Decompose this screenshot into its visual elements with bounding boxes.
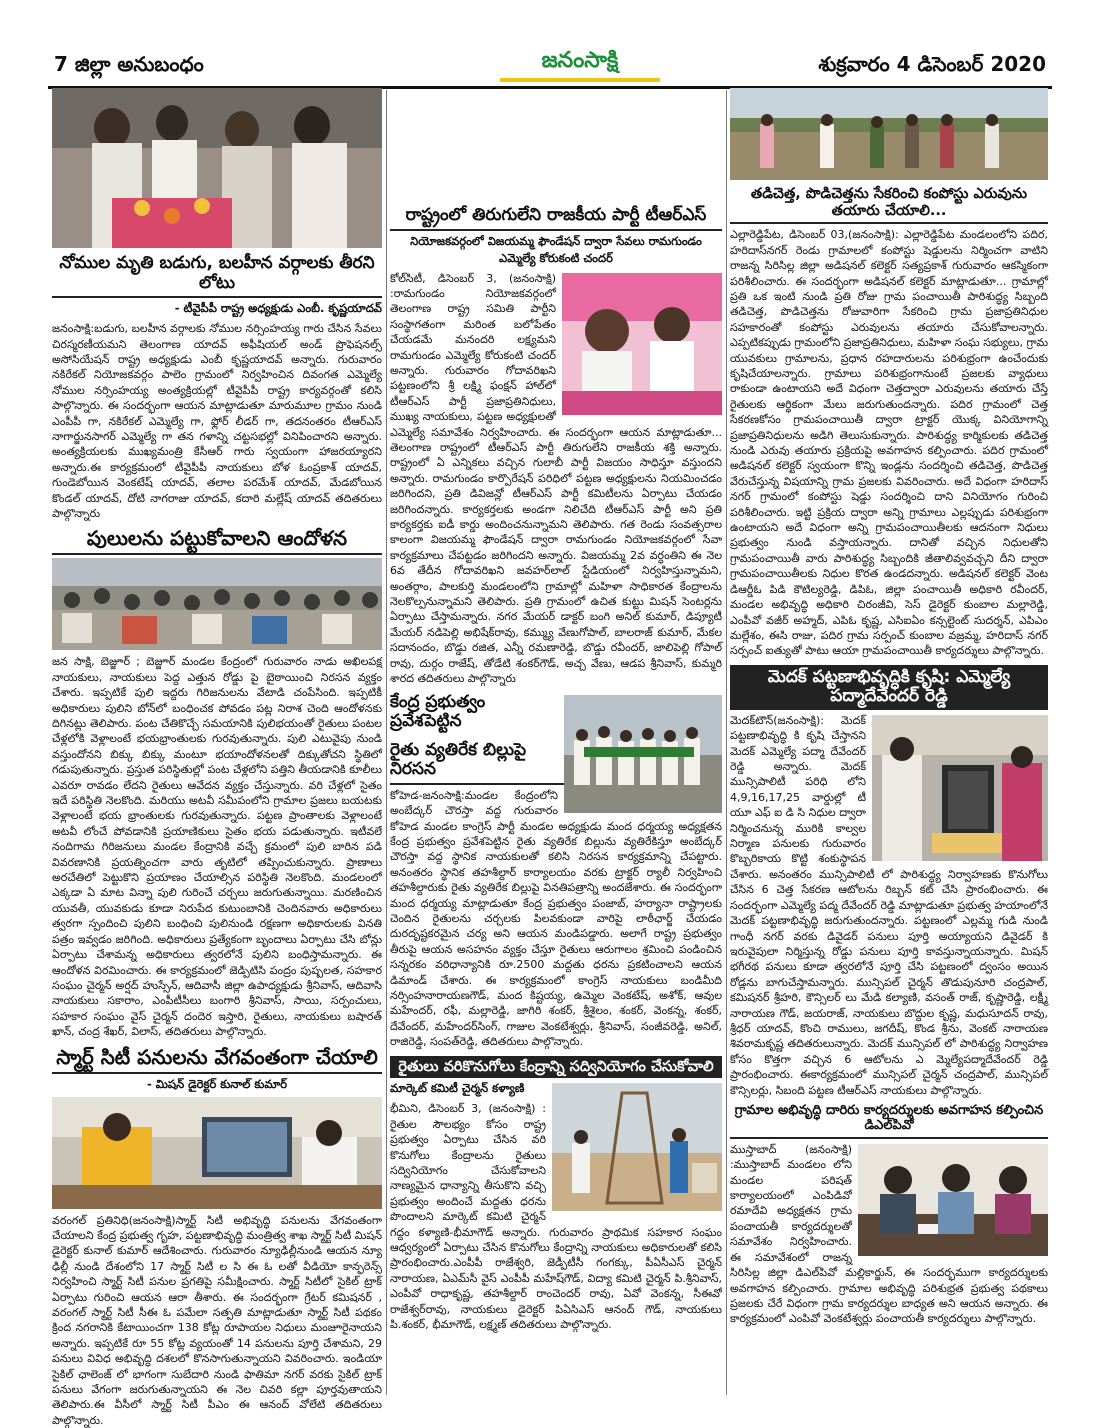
headline-raithu: రైతులు వరికొనుగోలు కేంద్రాన్ని సద్వినియోగం చేసుకోవాలి <box>390 1056 722 1079</box>
column-middle <box>390 88 722 1398</box>
article-body-compost: ఎల్లారెడ్డిపేట, డిసెంబర్ 03,(జనంసాక్షి): ఎల్లారెడ్డిపేట మండలంలోని పదిర, హరిదాస్‌నగర్ రెండు గ్రామాలలో కంపోస్టు షెడ్డులను నిర్మించగా వాటిని రాజన్న సిరిసిల్ల జిల్లా అడిషనల్ కలెక్టర్ సత్యప్రకాశ్ గురువారం ఆకస్మికంగా పరిశీలించారు. ఈ సందర్భంగా అడిషనల్ కలెక్టర్ మాట్లాడుతూ... గ్రామాల్లో ప్రతి ఒక ఇంటి నుండి ప్రతి రోజు గ్రామ పంచాయితీ పారిశుద్ధ్య సిబ్బంది తడిచెత్త, పొడిచెత్తను రోజువారిగా సేకరించి గ్రామ ప్రజాప్రతినిధుల సహకారంతో కంపోస్టు ఎరువులను తయారు చేసుకోవాలన్నారు. ఎప్పటికప్పుడు గ్రామంలోని ప్రజాప్రతినిధులు, మహిళా సంఘ సభ్యులు, గ్రామ యువకులు గ్రామాలను, ప్రధాన రహదారులను పరిశుభ్రంగా ఉంచేందుకు కృషిచేయాలన్నారు. గ్రామాలు పరిశుభ్రంగానుంటే ప్రజలకు వ్యాధులు రాకుండా ఉంటాయని అదే విధంగా చెత్తద్వారా ఎరువులను తయారు చేస్తే రైతులకు ఆర్థికంగా మేలు జరుగుతుందన్నారు. పదిర గ్రామంలో చెత్త సేకరణకోసం గ్రామపంచాయితీ ద్వారా ట్రాక్టర్ యొక్క వినియోగాన్ని ప్రజాప్రతినిధులను అడిగి తెలుసుకున్నారు. పారిశుద్ధ్య కార్మికులకు తడిచెత్త నుండి ఎరువు తయారు ప్రక్రియపై అవగాహన కల్పించారు. పదిర గ్రామంలో అడిషనల్ కలెక్టర్ స్వయంగా కొన్ని ఇండ్లను సందర్శించి తడిచెత్త, పొడిచెత్త వేరుచేస్తున్న విషయాన్ని గ్రామ ప్రజలకు వివరించారు. అదే విధంగా హరిదాస్ నగర్ గ్రామంలో కంపోస్టు షెడ్డు సందర్శించి దాని వినియోగం గురించి పరిశీలించారు. ఇట్టి ప్రక్రియ ద్వారా అన్ని గ్రామాలు ఎల్లప్పుడు పరిశుభ్రంగా ఉంటాయని అదే విధంగా అన్ని గ్రామపంచాయితీలకు ఆదనంగా నిధులు ప్రభుత్వం నుండి వస్తాయన్నారు. దానితో వచ్చిన నిధులతోని గ్రామపంచాయితీ వారు పారిశుద్ధ్య సిబ్బందికి జీతాలివ్వవచ్చని దీని ద్వారా గ్రామపంచాయితీలకు నిధుల కొరత ఉండదన్నారు. అడిషనల్ కలెక్టర్ వెంట డిఆర్డీఓ పిడి కౌటిల్యరెడ్డి, డిపిఓ, జిల్లా పంచాయితీ అధికారి రవీందర్, మండల అభివృద్ధి అధికారి చిరంజీవి, సెస్ డైరెక్టర్ కుంబాల మల్లారెడ్డి, ఎంపీవో వజీర్ అహ్మద్, ఎపిఓ కృష్ణ, ఎసిఐఏం కన్సల్టెంట్ సుదర్శన్, ఎపిఎం మల్లేశం, ఈసి రాజు, పదిర గ్రామ సర్పంచ్ కుంబాల వజ్రమ్మ, హరిదాస్ నగర్ సర్పంచ్ ఐత్యుతో పాటు ఆయా గ్రామపంచాయితీ కార్యదర్శులు పాల్గొన్నారు. <box>730 228 1048 658</box>
headline-medak: మెదక్ పట్టణాభివృద్ధికి కృషి: ఎమ్మెల్యే పద్మాదేవేందర్ రెడ్డి <box>730 665 1048 710</box>
page-date: శుక్రవారం 4 డిసెంబర్ 2020 <box>818 52 1046 76</box>
article-farmbills <box>390 693 722 1050</box>
headline-nomula: నోముల మృతి బడుగు, బలహీన వర్గాలకు తీరని లోటు <box>52 254 382 298</box>
article-body-grama: ముస్తాబాద్ (జనంసాక్షి) :ముస్తాబాద్ మండలం లోని మండల పరిషత్ కార్యాలయంలో ఎంపిడివో రమాదేవి అధ్యక్షతన గ్రామ పంచాయతీ కార్యదర్శులతో సమావేశం నిర్వహించారు. ఈ సమావేశంలో రాజన్న సిరిసిల్ల జిల్లా డిఎల్‌పివో మల్లికార్జున్, ఈ సందర్భముగా కార్యదర్శులకు అవగాహన కల్పించారు. గ్రామాల అభివృద్ధి పరిశుభ్రత ప్రభుత్వ పథకాలు ప్రజలకు చేరే విధంగా గ్రామ కార్యదర్శుల బాధ్యత అని ఆయన అన్నారు. ఈ కార్యక్రమంలో ఎంపివో వెంకటేశ్వర్లు పంచాయతీ కార్యదర్శులు పాల్గొన్నారు. <box>730 1142 1048 1326</box>
page-label: 7 జిల్లా అనుబంధం <box>54 52 204 76</box>
headline-tigers: పులులను పట్టుకోవాలని ఆందోళన <box>52 527 382 555</box>
headline-trs: రాష్ట్రంలో తిరుగులేని రాజకీయ పార్టీ టీఆర్ఎస్ <box>390 206 722 231</box>
article-grama <box>730 1142 1048 1327</box>
article-trs <box>390 271 722 687</box>
headline-farmbills-line1: కేంద్ర ప్రభుత్వం ప్రవేశపెట్టిన <box>390 691 486 732</box>
protest-photo <box>52 558 382 650</box>
compost-site-photo <box>730 88 1048 180</box>
trs-meeting-photo <box>562 273 722 415</box>
subheadline-raithu: మార్కెట్ కమిటీ చైర్మన్ కళ్యాణి <box>390 1081 525 1096</box>
paddy-center-photo <box>552 1083 722 1211</box>
article-body-medak: మెదక్‌టౌన్(జనంసాక్షి): మెదక్ పట్టణాభివృద్ధి కి కృషి చేస్తానని మెదక్ ఎమ్మెల్యే పద్మా దేవేందర్ రెడ్డి అన్నారు. మెదక్ మున్సిపాలిటీ పరిధి లోని 4,9,16,17,25 వార్డుల్లో టీ యూ ఎఫ్ ఐ డి సి నిధుల ద్వారా నిర్మించనున్న మురికి కాల్వల నిర్మాణ పనులకు గురువారం కొబ్బరికాయ కొట్టి శంకుస్థాపన చేశారు. అనంతరం మున్సిపాలిటీ లో పారిశుద్ధ్య నిర్వాహణకు కొనుగోలు చేసిన 6 చెత్త సేకరణ ఆటోలను రిబ్బన్ కట్ చేసి ప్రారంభించారు. ఈ సందర్భంగా ఎమ్మెల్యే పద్మ దేవేందర్ రెడ్డి మాట్లాడుతూ ప్రభుత్వ హయాంలోనే మెదక్ పట్టణాభివృద్ధి జరుగుతుందన్నారు. పట్టణంలో ఎల్లమ్మ గుడి నుండి గాంధీ నగర్ వరకు డివైడర్ పనులు పూర్తి అయ్యాయని డివైడర్ కి ఇరువైపులా నిర్మిస్తున్న రోడ్డు పనులు పూర్తి కావస్తున్నాయన్నారు. మిషన్ భగీరథ పనులు కూడా త్వరలోనే పూర్తి చేసి పట్టణంలో ద్వంసం అయిన రోడ్లను బాగుచేస్తామన్నారు. మున్సిపల్ చైర్మన్ తొడుపునూరి చంద్రపాల్, కమిషనర్ శ్రీహరి, కౌన్సిలర్ లు మేడి కల్యాణి, వసంత్ రాజ్, కృష్ణారెడ్డి, లక్ష్మీ నారాయణ గౌడ్, జయరాజ్, నాయకులు బొద్దుల కృష్ణ, మధుసూదన్ రావు, శ్రీధర్ యాదవ్, కొంచి రాములు, జగదీష్, కొండ శ్రీను, వెంకట్ నారాయణ శివరామకృష్ణ తదితరులున్నారు. మెదక్ మున్సిపల్ లో పారిశుద్ధ్య నిర్వాహణ కోసం కొత్తగా వచ్చిన 6 ఆటోలను ఎ మ్మెల్యేపద్మాదేవేందర్ రెడ్డి ప్రారంభించారు. ఈకార్యక్రమంలో మున్సిపల్ చైర్మన్ చంద్రపాల్, మున్సిపల్ కౌన్సిలర్లు, సిబంది పట్టణ టీఆర్ఎస్ నాయకులు పాల్గొన్నారు. <box>730 713 1048 1097</box>
column-left <box>52 88 382 1427</box>
subheadline-trs: నియోజకవర్గంలో విజయమ్మ ఫౌండేషన్ ద్వారా సేవలు రామగుండం ఎమ్మెల్యే కోరుకంటి చందర్ <box>410 233 702 265</box>
article-body-smartcity: వరంగల్ ప్రతినిధి(జనంసాక్షి)స్మార్ట్ సిటీ అభివృద్ధి పనులను వేగవంతంగా చేయాలని కేంద్ర ప్రభుత్వ గృహ, పట్టణాభివృద్ధి మంత్రిత్వ శాఖ స్మార్ట్ సిటీ మిషన్ డైరెక్టర్ కునాల్ కుమార్ ఆదేశించారు. గురువారం న్యూఢిల్లీనుండి ఆయన న్యూ ఢిల్లీ నుండి దేశంలోని 17 స్మార్ట్ సిటీ ల సి ఈ ఓ లతో వీడియో కాన్ఫరెన్స్ నిర్వహించి స్మార్ట్ సిటీ పనుల ప్రగతిపై సమీక్షించారు. స్మార్ట్ సిటీలో సైకిల్ ట్రాక్ ఏర్పాటు గురించి ఆయన ఆరా తీశారు. ఈ సందర్భంగా గ్రేటర్ కమిషనర్ , వరంగల్ స్మార్ట్ సిటీ సీఈ ఓ పమేలా సత్పతి మాట్లాడుతూ స్మార్ట్ సిటీ పథకం క్రింద నగరానికి కేటాయించగా 138 కోట్ల రూపాయల నిధులు మంజూరైనాయని అన్నారు. ఇప్పటికే రూ 55 కోట్ల వ్యయంతో 14 పనులను పూర్తి చేశామని, 29 పనులు వివిధ అభివృద్ధి దశలలో కొనసాగుతున్నాయని వివరించారు. ఇండియా సైకిల్ ఛాలెంజ్ లో భాగంగా సుబేదారి నుండి ఫాతిమా నగర్ వరకు సైకిల్ ట్రాక్ పనులు వేగంగా జరుగుతున్నాయని ఈ నెల చివరి కల్లా పూర్తవుతాయని తెలిపారు.ఈ వీసీలో స్మార్ట్ సిటీ పీఎం ఈ ఆనంద్ వోలేటి తదితరులు పాల్గొన్నారు. <box>52 1213 382 1427</box>
column-divider <box>386 90 387 1395</box>
column-right <box>730 88 1048 1398</box>
funeral-photo <box>52 88 382 248</box>
article-body-tigers: జన సాక్షి, బెజ్జూర్ ; బెజ్జూర్ మండల కేంద్రంలో గురువారం నాడు అఖిలపక్ష నాయకులు, నాయకులు పెద్ద ఎత్తున రోడ్డు పై బైఠాయించి నిరసన వ్యక్తం చేశారు. ఇప్పటికే పులి ఇద్దరు గిరిజనులను వేటాడి చంపేసింది. ఇప్పటికీ అధికారులు పులిని బోన్‌లో బంధించక పోవడం పట్ల నిరాశ చెంది ఆందోళనకు దిగినట్లు తెలిపారు. పంట చేతికొచ్చే సమయానికి పులిభయంతో రైతులు పంటల చేళ్లలోకి వెళ్లాలంటే భయభ్రాంతులకు గురవుతున్నారు. పులి ఎటువైపు నుండి వస్తుందోనని బిక్కు బిక్కు మంటూ భయాందోళనలతో దిక్కుతోచని స్థితిలో గడుపుతున్నారు. ప్రస్తుత పరిస్థితుల్లో పంట చేళ్లలోని పత్తిని తీయడానికి కూలీలు ఎవరూ రావడం లేదని రైతులు ఆవేదన వ్యక్తం చేస్తున్నారు. వరి చేళ్లలో సైతం ఇదే పరిస్థితి నెలకొంది. మరియు అటవీ సమీపంలోని గ్రామాల ప్రజలు బయటకు వెళ్లాలంటే భయ భ్రాంతులకు గురవుతున్నారు. పట్టణ ప్రాంతాలకు వెళ్లాలంటే అటవీ లోంచే పోవడానికి ప్రయాణికులు సైతం భయ పడుతున్నారు. ఇటీవలే నందిగామ గిరిజనులు మండల కేంద్రానికి వచ్చే క్రమంలో పులి బారిన పడి వివరణానికి ప్రయత్నించగా వారు తృటిలో తప్పించుకున్నారు. ప్రాణాలు అరచేతిలో పెట్టుకొని ప్రయాణం చేయాల్సిన పరిస్థితి నెలకొంది. మండలంలో ఎక్కడా ఏ మాట విన్నా పులి గురించే చర్చలు జరుగుతున్నాయి. మరణించిన యువతీ, యువకుడు కూడా నిరుపేద కుటుంబానికి చెందినవారు అధికారులు త్వరగా స్పందించి పులిని బంధించి పులినుండి రక్షణగా అధికారులకు వినతి పత్రం ఇవ్వడం జరిగింది. అధికారులు ప్రత్యేకంగా బృందాలు ఏర్పాటు చేసి బోన్లు ఏర్పాటు చేశామన్న అధికారులు త్వరలోనే పులిని బంధిస్తామన్నారు. ఈ ఆందోళన విరమించారు. ఈ కార్యక్రమంలో జెడ్పిటిసి పంద్రం పుష్పలత, సహకార సంఘం చైర్మన్ అర్షద్ హుస్సేన్, ఆదివాసీ జిల్లా ఉపాధ్యక్షుడు శ్రీనివాస్, ఆదివాసి నాయకులు సకారాం, ఎంపీటీసీలు బంగారి శ్రీనివాస్, సాయి, సర్పంచులు, సహకార సంఘం వైస్ చైర్మన్ దందెర ఇస్తారి, రైతులు, నాయకులు బషారత్ ఖాన్, చంద్ర శేఖర్, విలాస్, తదితరులు పాల్గొన్నారు. <box>52 655 382 1039</box>
logo-text: జనంసాక్షి <box>541 48 619 73</box>
panchayat-meeting-photo <box>858 1144 1048 1256</box>
masthead <box>48 46 1052 89</box>
headline-grama: గ్రామాల అభివృద్ధి దారిరు కార్యదర్శులకు అవగాహన కల్పించిన డిఎల్‌పివో <box>730 1104 1048 1139</box>
article-medak <box>730 713 1048 1098</box>
article-body-nomula: జనంసాక్షి:బడుగు, బలహీన వర్గాలకు నోముల నర్సింహయ్య గారు చేసిన సేవలు చిరస్మరణీయమని తెలంగాణ యాదవ్ అఫీషియల్ అండ్ ప్రొఫెషనల్స్ అసోసియేషన్ రాష్ట్ర అధ్యక్షుడు ఎంబీ కృష్ణయాదవ్ అన్నారు. గురువారం నకిరేకల్ నియోజకవర్గం పాలెం గ్రామంలో నిర్వహించిన దివంగత ఎమ్మెల్యే నోముల నర్సింహయ్య అంత్యక్రియల్లో టీవైపీపీ రాష్ట్ర కార్యవర్గంతో కలిసి పాల్గొన్నారు. ఈ సందర్భంగా ఆయన మాట్లాడుతూ మారుమూల గ్రామం నుండి ఎంపీపీ గా, నకిరేకల్ ఎమ్మెల్యే గా, ఫ్లోర్ లీడర్ గా, తదనంతరం టీఆర్ఎస్ నాగార్జునసాగర్ ఎమ్మెల్యే గా తన గళాన్ని చట్టసభల్లో వినిపించారని అన్నారు. అంత్యక్రియలకు ముఖ్యమంత్రి కేసీఆర్ గారు స్వయంగా హాజరయ్యారని అన్నారు.ఈ కార్యక్రమంలో టీవైపీపీ నాయకులు బోళ ఓంప్రకాశ్ యాదవ్, గుండెబోయిన వెంకటేష్ యాదవ్, తలాల పరమేశ్ యాదవ్, మేడబోయిన కొండల్ యాదవ్, దోటి నాగరాజు యాదవ్, కదారి మల్లేష్ యాదవ్ తదితరులు పాల్గొన్నారు <box>52 322 382 520</box>
article-body-trs: కోల్‌సిటీ, డిసెంబర్ 3, (జనంసాక్షి) :రామగుండం నియోజకవర్గంలో తెలంగాణ రాష్ట్ర సమితి పార్టీని సంస్థాగతంగా మరింత బలోపేతం చేయడమే మనందరి లక్ష్యమని రామగుండం ఎమ్మెల్యే కోరుకంటి చందర్ అన్నారు. గురువారం గోదావరిఖని పట్టణంలోని శ్రీ లక్ష్మి ఫంక్షన్ హాల్‌లో టీఆర్ఎస్ పార్టీ ప్రజాప్రతినిధులు, ముఖ్య నాయకులు, పట్టణ అధ్యక్షులతో ఎమ్మెల్యే సమావేశం నిర్వహించారు. ఈ సందర్భంగా ఆయన మాట్లాడుతూ... తెలంగాణ రాష్ట్రంలో టీఆర్ఎస్ పార్టీ తిరుగులేని రాజకీయ శక్తి అన్నారు. రాష్ట్రంలో ఏ ఎన్నికలు వచ్చిన గులాబీ పార్టీ విజయం సాధిస్తూ వస్తుందని అన్నారు. రామగుండం కార్పొరేషన్ పరిధిలో పట్టణ అధ్యక్షులను నియమించడం జరిగిందని, ప్రతి డివిజన్లో టీఆర్ఎస్ పార్టీ కమిటీలను ఏర్పాటు చేయడం జరిగిందన్నారు. కార్యకర్తలకు అండగా నిలిచేది టీఆర్ఎస్ పార్టీ అని ప్రతి కార్యకర్తకు ఐడీ కార్డు అందించనున్నామని తెలిపారు. గత రెండు సంవత్సరాల కాలంగా విజయమ్మ ఫౌండేషన్ ద్వారా రామగుండం నియోజకవర్గంలో సేవా కార్యక్రమాలు చేపట్టడం జరిగిందని అన్నారు. విజయమ్మ 2వ వర్ధంతిని ఈ నెల 6వ తేదీన గోదావరిఖని జవహర్‌లాల్ స్టేడియంలో నిర్వహిస్తున్నామని, అంతర్గాం, పాలకుర్తి మండలంలోని గ్రామాల్లో మహిళా సాధికారత కేంద్రాలను నెలకొల్పనున్నామని తెలిపారు. ప్రతి గ్రామంలో ఉచిత కుట్టు మిషన్ సెంటర్లను ఏర్పాటు చేస్తామన్నారు. నగర మేయర్ డాక్టర్ బంగి అనిల్ కుమార్, డిప్యూటీ మేయర్ నడిపెల్లి అభిషేక్‌రావు, కమ్మ్యు వేణుగోపాల్, బాలరాజ్ కుమార్, మేకల సదానందం, బొడ్డు రజిత, ఎన్నీ రమణారెడ్డి, బొడ్డు రవీందర్, జాలిపెల్లి గోపాల్ రావు, దుర్గం రాజేష్, తోడేటి శంకర్‌గౌడ్, అచ్చ వేణు, ఆడప శ్రీనివాస్, కుమ్మరి శారద తదితరులు పాల్గొన్నారు <box>390 271 722 686</box>
article-body-farmbills: కోహెడ-జనంసాక్షి:మండల కేంద్రంలోని అంబేద్కర్ చౌరస్తా వద్ద గురువారం కోహెడ మండల కాంగ్రెస్ పార్టీ మండల అధ్యక్షుడు మంద ధర్మయ్య అధ్యక్షతన కేంద్ర ప్రభుత్వం ప్రవేశపెట్టిన రైతు వ్యతిరేక బిల్లును వ్యతిరేకిస్తూ అంబేద్కర్ చౌరస్తా వద్ద స్థానిక నాయకులతో కలిసి నిరసన కార్యక్రమాన్ని చేపట్టారు. అనంతరం స్థానిక తహశీల్దార్ కార్యాలయం వరకు ట్రాక్టర్ ర్యాలీ నిర్వహించి తహశీల్దారుకు రైతు వ్యతిరేక బిల్లుపై వినతిపత్రాన్ని అందజేశారు. ఈ సందర్భంగా మంద ధర్మయ్య మాట్లాడుతూ కేంద్ర ప్రభుత్వం పంజాబ్, హర్యానా రాష్ట్రాలకు చెందిన రైతులను చర్చలకు పిలవకుండా వారిపై లాఠీఛార్జ్ చేయడం దురదృష్టకరమైన చర్య అని ఆయన మండిపడ్డారు. అలాగే రాష్ట్ర ప్రభుత్వం తీరుపై ఆయన అసహనం వ్యక్తం చేస్తూ రైతులు ఆరుగాలం శ్రమించి పండించిన సన్నరకం వరిధాన్యానికి రూ.2500 మద్దతు ధరను ప్రకటించాలని ఆయన డిమాండ్ చేశారు. ఈ కార్యక్రమంలో కాంగ్రెస్ నాయకులు బండిమీది నర్సింహనారాయణగౌడ్, మంద కిష్టయ్య, ఉమ్మెల వెంకటేష్, అశోక్, ఆవుల మహేందర్, రఫీ, మల్లారెడ్డి, జాగిరి శంకర్, శ్రీశైలం, శంకర్, వెంకన్న, శంకర్, దేవేందర్, మహేందర్‌సింగ్, గాజుల వెంకటేశ్వర్లు, శ్రీనివాస్, సంజీవరెడ్డి, అనిల్, రాజిరెడ్డి, సంపత్‌రెడ్డి, తదితరులు పాల్గొన్నారు. <box>390 788 722 1049</box>
headline-farmbills-line2: రైతు వ్యతిరేక బిల్లుపై నిరసన <box>390 741 722 785</box>
byline-smartcity: - మిషన్ డైరెక్టర్ కునాల్ కుమార్ <box>146 1076 288 1091</box>
headline-smartcity: స్మార్ట్ సిటీ పనులను వేగవంతంగా చేయాలి <box>52 1046 382 1074</box>
article-body-raithu: భీమిని, డిసెంబర్ 3, (జనంసాక్షి) : రైతుల సౌలభ్యం కోసం రాష్ట్ర ప్రభుత్వం ఏర్పాటు చేసిన వరి కొనుగోలు కేంద్రాలను రైతులు సద్వినియోగం చేసుకోవాలని నాణ్యమైన ధాన్యాన్ని తీసుకొని వచ్చి ప్రభుత్వం అందించే మద్దతు ధరను పొందాలని మార్కెట్ కమిటి చైర్మన్ గద్దం కళ్యాణి-భీమాగౌడ్ అన్నారు. గురువారం ప్రాథమిక సహకార సంఘం ఆధ్వర్యంలో ఏర్పాటు చేసిన కొనుగోలు కేంద్రాన్ని నాయకులు అధికారులతో కలిసి ప్రారంభించారు.ఎంపీపీ రాజేశ్వరి, జెడ్పీటీసీ గంగక్కు, పీఏసీఎస్ చైర్మన్ నారాయణ, ఏఎమ్‌సీ వైస్ ఎంపీపీ మహేష్‌గౌడ్, విద్యా కమిటి చైర్మన్ పి.శ్రీనివాస్, ఎంపీవో రాధాకృష్ణ, తహశీల్దార్ రాంచెందర్ రావు, ఏవో వెంకన్న, సీఈవో రాజేశ్వర్‌రావు, నాయకులు డైరెక్టర్ పిఏసిఎస్ ఆనంద్ గౌడ్, నాయకులు పి.శంకర్, భీమాగౌడ్, లక్ష్మణ్ తదితరులు పాల్గొన్నారు. <box>390 1102 722 1331</box>
foundation-stone-photo <box>872 715 1048 861</box>
newspaper-logo <box>500 48 660 82</box>
byline-nomula: - టీవైపీపీ రాష్ట్ర అధ్యక్షుడు ఎంబీ. కృష్ణయాదవ్ <box>174 301 382 316</box>
column-divider <box>726 90 727 1395</box>
farm-protest-photo <box>564 695 722 813</box>
video-conference-photo <box>52 1097 382 1209</box>
article-raithu <box>390 1081 722 1332</box>
headline-compost: తడిచెత్త, పొడిచెత్తను సేకరించి కంపోస్టు ఎరువును తయారు చేయాలి... <box>730 186 1048 224</box>
